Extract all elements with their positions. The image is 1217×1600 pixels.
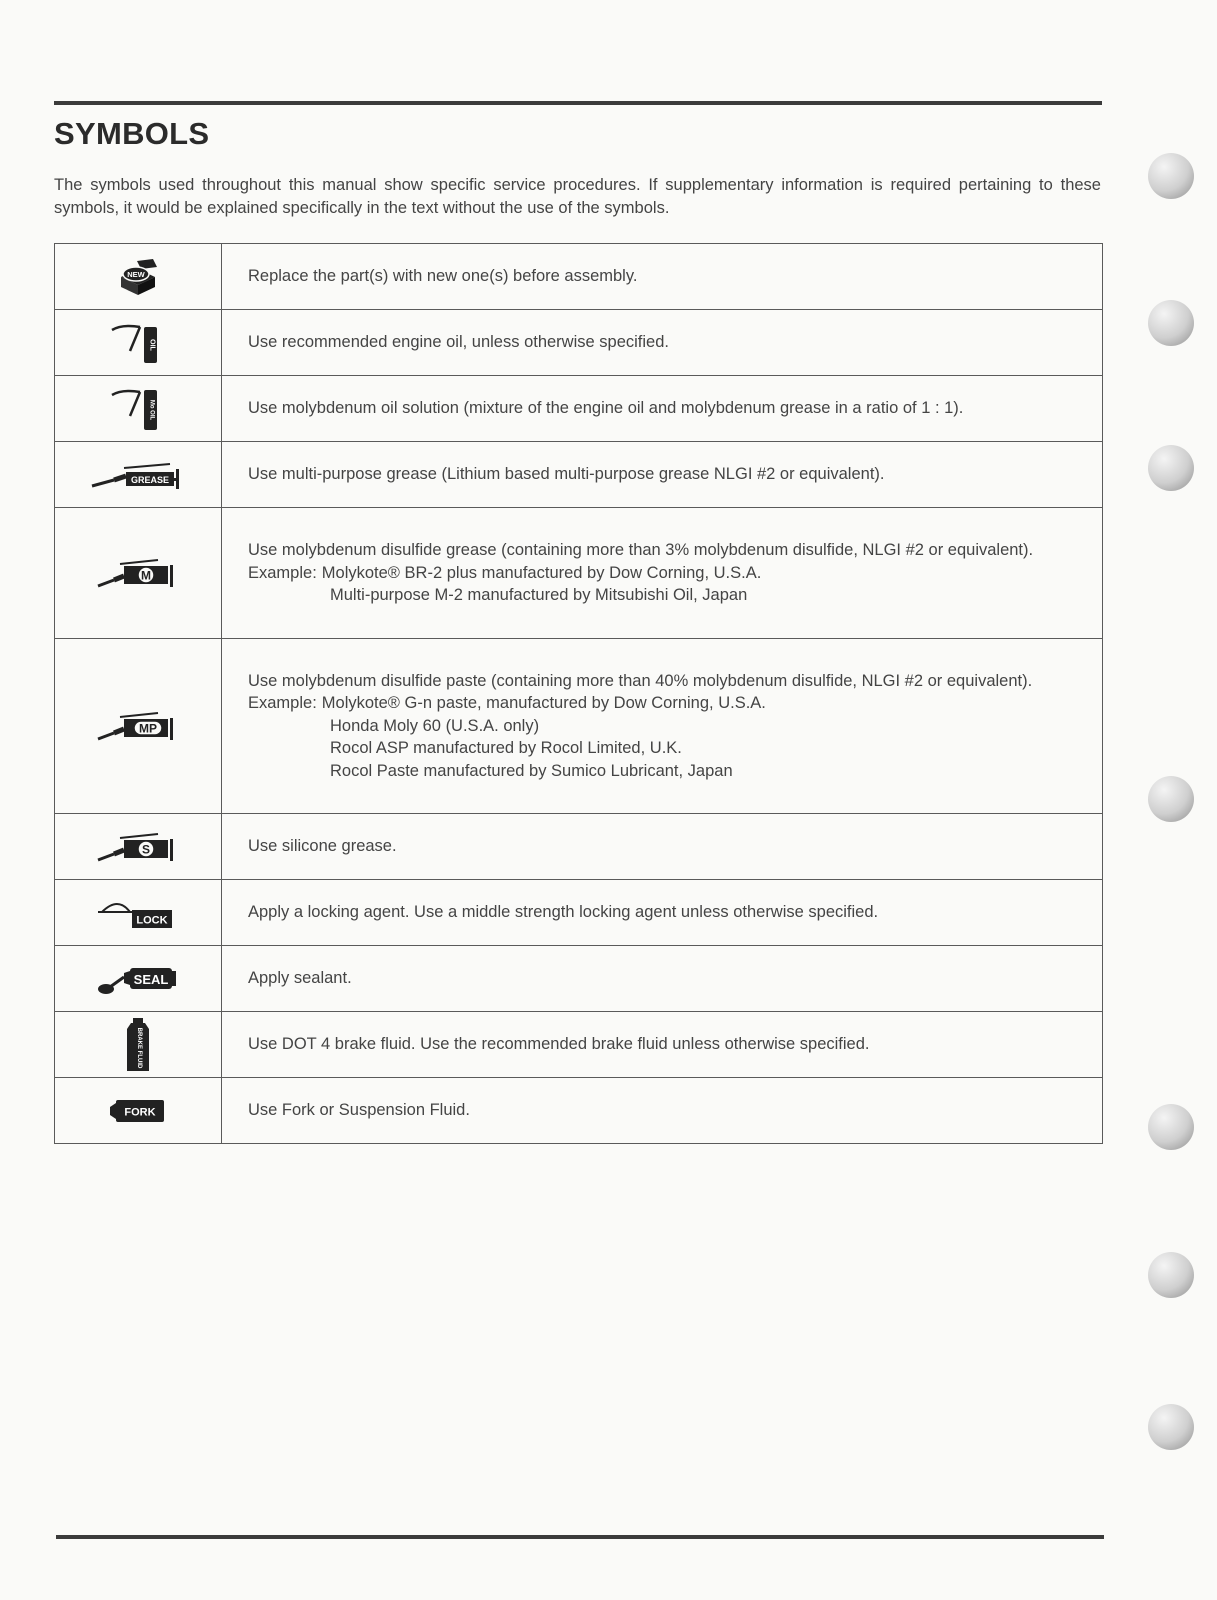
example-label: Example: bbox=[248, 563, 317, 582]
molybdenum-oil-icon bbox=[108, 386, 168, 432]
locking-agent-icon bbox=[96, 894, 180, 932]
symbol-description: Replace the part(s) with new one(s) before assembly. bbox=[248, 267, 638, 286]
page-title: SYMBOLS bbox=[54, 116, 210, 151]
svg-text:BRAKE FLUID: BRAKE FLUID bbox=[136, 1027, 142, 1068]
svg-text:FORK: FORK bbox=[124, 1106, 156, 1118]
symbol-description: Use molybdenum disulfide paste (containing more than 40% molybdenum disulfide, NLGI #2 or equivalent). bbox=[248, 671, 1033, 690]
symbol-description: Use DOT 4 brake fluid. Use the recommended brake fluid unless otherwise specified. bbox=[248, 1035, 870, 1054]
svg-text:MP: MP bbox=[139, 721, 157, 736]
svg-text:SEAL: SEAL bbox=[133, 971, 169, 987]
bottom-rule bbox=[56, 1535, 1104, 1539]
binder-tab-marker bbox=[1148, 1104, 1194, 1150]
sealant-icon bbox=[96, 959, 180, 999]
symbol-row-new bbox=[55, 244, 1103, 310]
svg-text:OIL: OIL bbox=[148, 338, 156, 351]
symbol-row-grease bbox=[55, 442, 1103, 508]
svg-text:M: M bbox=[141, 568, 151, 583]
svg-text:Mo OIL: Mo OIL bbox=[148, 399, 155, 420]
intro-paragraph: The symbols used throughout this manual show specific service procedures. If supplementary information is required pertaining to these symbols, it would be explained specifically in the text without the use of the symbols. bbox=[54, 176, 1101, 217]
svg-text:GREASE: GREASE bbox=[130, 474, 170, 485]
symbol-row-molybdenum-paste bbox=[55, 639, 1103, 814]
binder-tab-marker bbox=[1148, 1404, 1194, 1450]
symbol-row-brake-fluid bbox=[55, 1012, 1103, 1078]
silicone-grease-icon bbox=[96, 828, 180, 866]
symbol-row-oil bbox=[55, 310, 1103, 376]
symbol-description: Use multi-purpose grease (Lithium based multi-purpose grease NLGI #2 or equivalent). bbox=[248, 465, 885, 484]
symbol-description: Use Fork or Suspension Fluid. bbox=[248, 1101, 470, 1120]
binder-tab-marker bbox=[1148, 153, 1194, 199]
symbol-description: Use recommended engine oil, unless otherwise specified. bbox=[248, 333, 669, 352]
symbol-row-silicone-grease bbox=[55, 814, 1103, 880]
symbol-description: Use molybdenum disulfide grease (containing more than 3% molybdenum disulfide, NLGI #2 or equivalent). bbox=[248, 541, 1034, 560]
fork-fluid-icon bbox=[108, 1097, 168, 1125]
example-item: Rocol Paste manufactured by Sumico Lubricant, Japan bbox=[330, 761, 733, 780]
example-item: Molykote® G-n paste, manufactured by Dow Corning, U.S.A. bbox=[321, 694, 766, 713]
binder-tab-marker bbox=[1148, 776, 1194, 822]
example-item: Rocol ASP manufactured by Rocol Limited, U.K. bbox=[330, 739, 682, 758]
example-item: Honda Moly 60 (U.S.A. only) bbox=[330, 716, 540, 735]
symbol-row-molybdenum-grease bbox=[55, 508, 1103, 639]
molybdenum-grease-icon bbox=[96, 554, 180, 592]
example-item: Molykote® BR-2 plus manufactured by Dow Corning, U.S.A. bbox=[321, 563, 762, 582]
example-item: Multi-purpose M-2 manufactured by Mitsubishi Oil, Japan bbox=[330, 586, 748, 605]
symbol-description: Use molybdenum oil solution (mixture of the engine oil and molybdenum grease in a ratio of 1 : 1). bbox=[248, 399, 964, 418]
symbol-description: Apply a locking agent. Use a middle strength locking agent unless otherwise specified. bbox=[248, 903, 879, 922]
example-label: Example: bbox=[248, 694, 317, 713]
new-part-icon bbox=[115, 257, 161, 297]
symbol-row-fork-fluid bbox=[55, 1078, 1103, 1144]
binder-tab-marker bbox=[1148, 445, 1194, 491]
symbol-row-sealant bbox=[55, 946, 1103, 1012]
engine-oil-icon bbox=[108, 321, 168, 365]
binder-tab-marker bbox=[1148, 1252, 1194, 1298]
symbol-description: Use silicone grease. bbox=[248, 837, 397, 856]
symbol-row-locking-agent bbox=[55, 880, 1103, 946]
svg-text:NEW: NEW bbox=[127, 269, 145, 279]
symbol-description: Apply sealant. bbox=[248, 969, 352, 988]
svg-text:S: S bbox=[141, 842, 151, 856]
symbol-row-mo-oil bbox=[55, 376, 1103, 442]
binder-tab-marker bbox=[1148, 300, 1194, 346]
symbols-table bbox=[54, 243, 1103, 1144]
grease-gun-icon bbox=[90, 458, 186, 492]
top-rule bbox=[54, 101, 1102, 105]
brake-fluid-icon bbox=[123, 1017, 153, 1073]
molybdenum-paste-icon bbox=[96, 707, 180, 745]
svg-text:LOCK: LOCK bbox=[136, 914, 168, 926]
